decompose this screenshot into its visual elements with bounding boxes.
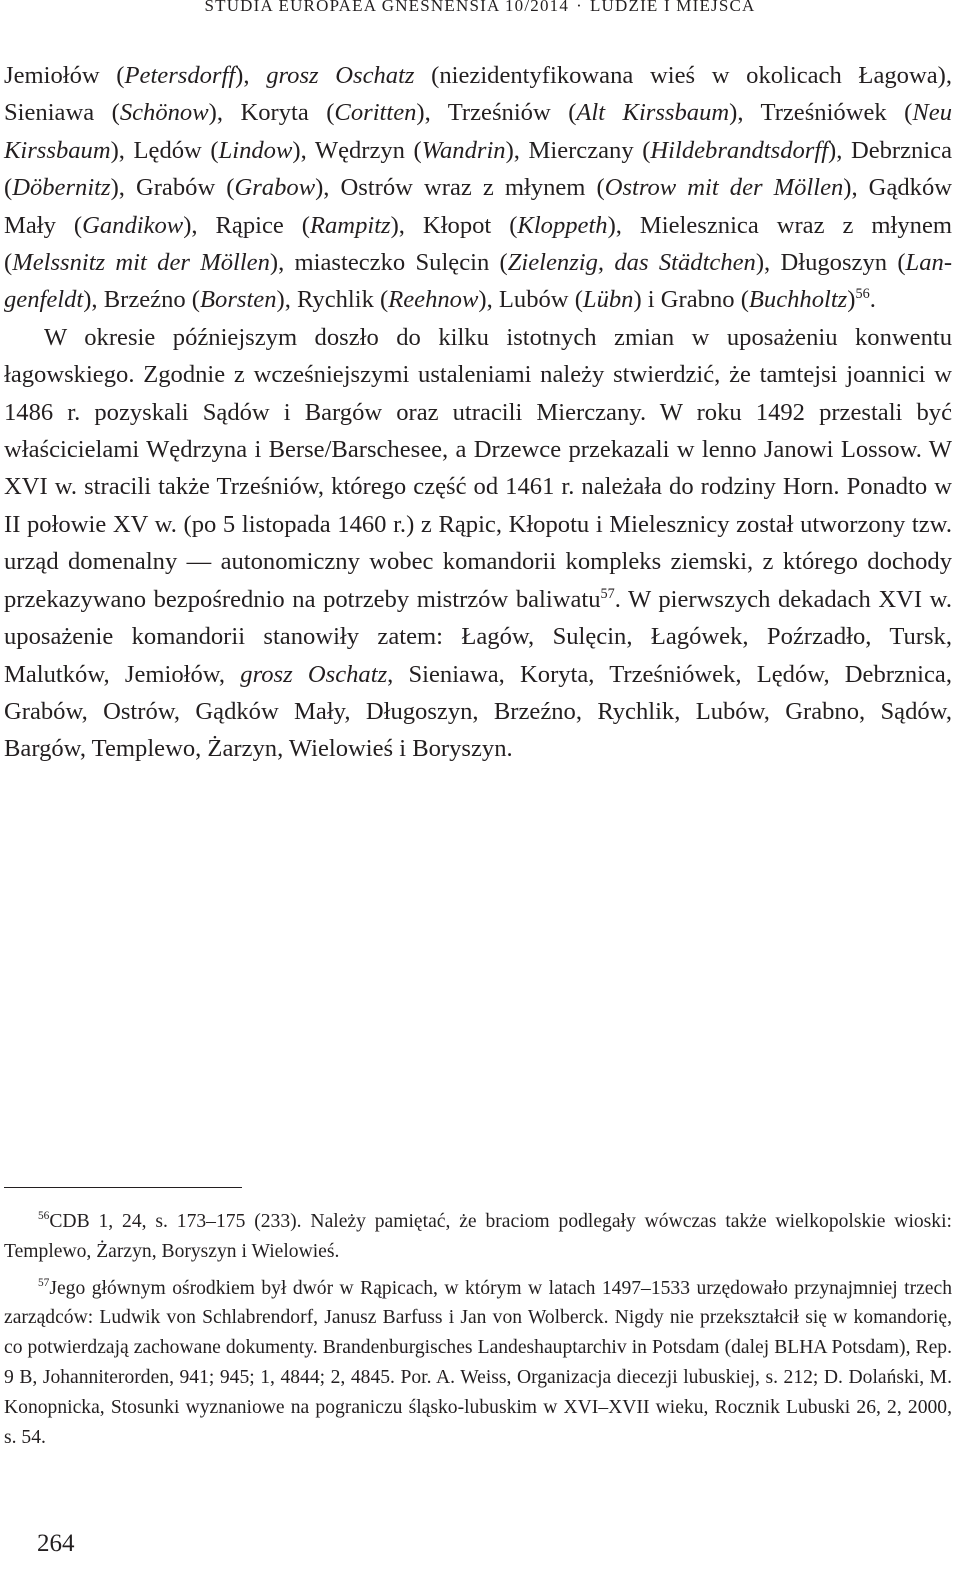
italic-run: Borsten [200,286,277,314]
text-run: ), Trześniówek ( [729,99,913,127]
footnotes [4,1207,952,1459]
text-run: ), Debrznica ( [4,136,952,202]
text-run: ), Wędrzyn ( [292,136,422,164]
text-run: ), Koryta ( [208,99,335,127]
text-run: . W pierwszych dekadach XVI w. uposażenie komandorii stanowiły zatem: Łagów, Sulęcin, Łagówek, Poźrzadło, Tursk, Malutków, Jemiołów, [4,585,952,688]
main-text [4,57,952,768]
text-run: ), Lędów ( [110,136,219,164]
page-number: 264 [37,1530,75,1557]
text-run: ), Ostrów wraz z młynem ( [315,174,605,202]
text-run: ), Brzeźno ( [83,286,200,314]
text-run: ), Grabów ( [110,174,235,202]
italic-run: Neu Kirssbaum [4,99,952,164]
italic-run: grosz Oschatz [240,660,388,688]
text-run: ), Mielesznica wraz z młynem ( [4,211,952,277]
header-separator: · [576,0,583,15]
text-run: ), Rąpice ( [183,211,310,239]
text-run: ), Długoszyn ( [755,249,906,277]
text-run: ), [235,62,267,89]
footnote-56 [4,1207,952,1267]
footnote-mark-56: 56 [38,1210,50,1223]
italic-run: Schönow [119,99,209,127]
footnote-mark-57: 57 [38,1277,50,1290]
section-title: LUDZIE I MIEJSCA [589,0,756,15]
italic-run: Döbernitz [12,174,111,202]
text-run: ) i Grabno ( [633,286,749,314]
text-run: ), miasteczko Sulęcin ( [269,249,508,277]
text-run: ), Trześniów ( [416,99,577,127]
italic-run: Gandikow [82,211,184,239]
italic-run: Lindow [218,136,293,164]
footnote-text-56: CDB 1, 24, s. 173–175 (233). Należy pamiętać, że braciom podlegały wówczas także wielkopolskie wioski: Templewo, Żarzyn, Boryszyn i Wielowieś. [4,1211,952,1262]
italic-run: Grabow [234,174,316,202]
running-header [0,0,960,16]
text-run: Jemiołów ( [4,62,125,89]
italic-run: Ostrow mit der Möllen [604,174,844,202]
italic-run: Kloppeth [517,211,608,239]
italic-run: Rampitz [309,211,391,239]
text-run: ), Lubów ( [478,286,583,314]
italic-run: Petersdorff [124,62,236,89]
italic-run: Reehnow [388,286,479,314]
journal-title: STUDIA EUROPAEA GNESNENSIA 10/2014 [204,0,570,15]
italic-run: Hildebrandtsdorff [650,136,829,164]
footnote-text-57: Jego głównym ośrodkiem był dwór w Rąpicach, w którym w latach 1497–1533 urzędowało przynajmniej trzech zarządców: Ludwik von Schlabrendorf, Janusz Barfuss i Jan von Wolberck. Nigdy nie przekształcił się w komandorię, co potwierdzają zachowane dokumenty. Brandenburgisches Landeshauptarchiv in Potsdam (dalej BLHA Potsdam), Rep. 9 B, Johanniterorden, 941; 945; 1, 4844; 2, 4845. Por. A. Weiss, Organizacja diecezji lubuskiej, s. 212; D. Dolański, M. Konopnicka, Stosunki wyznaniowe na pograniczu śląsko-lubuskim w XVI–XVII wieku, Rocznik Lubuski 26, 2, 2000, s. 54. [4,1277,952,1448]
footnote-ref: 56 [855,286,870,303]
footnote-57 [4,1274,952,1453]
text-run: ), Rychlik ( [276,286,389,314]
italic-run: Wandrin [421,136,506,164]
text-run: ), Gądków Mały ( [4,174,953,239]
italic-run: Lübn [582,286,634,314]
paragraph-1 [4,57,952,319]
text-run: , Sieniawa, Koryta, Trześniówek, Lędów, Debrznica, Grabów, Ostrów, Gądków Mały, Długoszyn, Brzeźno, Rychlik, Lubów, Grabno, Sądów, Bargów, Templewo, Żarzyn, Wielowieś i Boryszyn. [4,660,952,763]
italic-run: Buchholtz [748,286,848,314]
text-run: W okresie późniejszym doszło do kilku istotnych zmian w uposażeniu konwentu łagowskiego. Zgodnie z wcześniejszymi ustaleniami należy stwierdzić, że tamtejsi joannici w 1486 r. pozyskali Sądów i Bargów oraz utracili Mierczany. W roku 1492 przestali być właścicielami Wędrzyna i Berse/Barschesee, a Drzewce przekazali w lenno Janowi Lossow. W XVI w. stracili także Trześniów, którego część od 1461 r. należała do rodziny Horn. Ponadto w II połowie XV w. (po 5 listopada 1460 r.) z Rąpic, Kłopotu i Mielesznicy został utworzony tzw. urząd domenalny — autonomiczny wobec komandorii kompleks ziemski, z którego dochody przekazywano bezpośrednio na potrzeby mistrzów baliwatu [4,323,952,613]
text-run: ), Mierczany ( [505,136,651,164]
italic-run: grosz Oschatz [266,62,415,89]
footnote-rule [4,1187,242,1188]
italic-run: Melssnitz mit der Möllen [12,249,270,277]
italic-run: Zielenzig, das Städtchen [507,249,756,277]
footnote-ref: 57 [600,585,615,602]
italic-run: Langenfeldt [4,249,953,314]
text-run: ), Kłopot ( [390,211,518,239]
italic-run: Alt Kirssbaum [576,99,730,127]
text-run: ) [847,286,856,314]
italic-run: Coritten [334,99,417,127]
text-run: . [869,286,876,314]
text-run: (niezidentyfikowana wieś w okolicach Łagowa), Sieniawa ( [4,62,952,127]
paragraph-2 [4,319,952,768]
